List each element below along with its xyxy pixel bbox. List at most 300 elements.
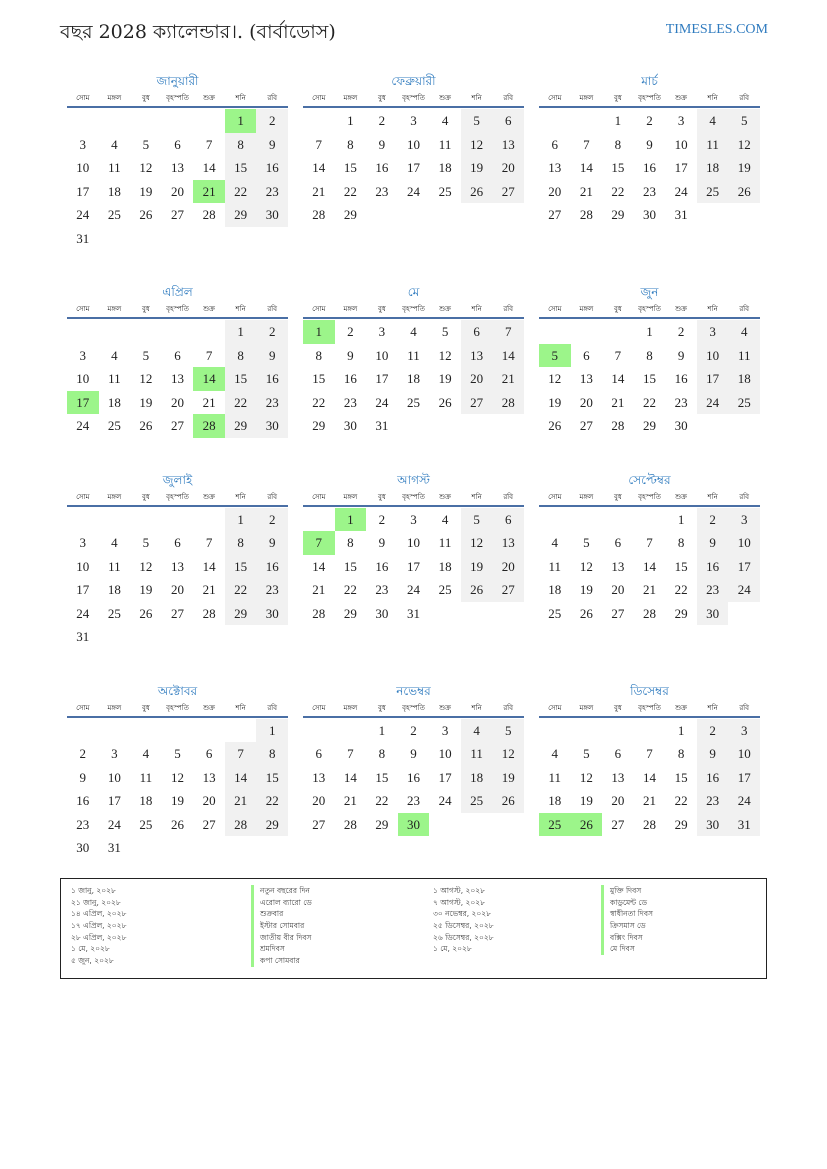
day-cell[interactable]: 24: [76, 605, 90, 621]
day-cell[interactable]: 24: [76, 207, 90, 222]
day-cell[interactable]: 31: [107, 840, 121, 855]
day-cell[interactable]: 7: [205, 347, 213, 363]
day-cell[interactable]: 2: [646, 113, 653, 128]
day-cell[interactable]: 7: [646, 535, 653, 550]
holiday-day-cell[interactable]: 1: [225, 109, 257, 133]
day-cell[interactable]: 29: [642, 418, 656, 433]
day-cell[interactable]: 15: [375, 769, 389, 785]
day-cell[interactable]: 10: [697, 344, 729, 368]
day-cell[interactable]: 22: [611, 183, 625, 199]
day-cell[interactable]: 10: [406, 136, 420, 152]
day-cell[interactable]: 10: [76, 371, 90, 386]
day-cell[interactable]: 14: [312, 558, 326, 574]
day-cell[interactable]: 8: [225, 344, 257, 368]
day-cell[interactable]: 17: [406, 160, 420, 175]
day-cell[interactable]: 15: [225, 367, 257, 391]
day-cell[interactable]: 17: [406, 558, 420, 574]
day-cell[interactable]: 8: [378, 746, 386, 761]
day-cell[interactable]: 31: [674, 207, 688, 222]
day-cell[interactable]: 1: [677, 722, 685, 738]
day-cell[interactable]: 6: [174, 535, 181, 550]
day-cell[interactable]: 2: [378, 113, 386, 128]
day-cell[interactable]: 20: [170, 582, 184, 597]
day-cell[interactable]: 19: [492, 766, 524, 790]
day-cell[interactable]: 20: [492, 156, 524, 180]
day-cell[interactable]: 16: [343, 371, 357, 386]
day-cell[interactable]: 9: [256, 344, 288, 368]
day-cell[interactable]: 2: [256, 508, 288, 532]
day-cell[interactable]: 3: [378, 324, 386, 339]
day-cell[interactable]: 26: [579, 605, 593, 621]
day-cell[interactable]: 20: [202, 793, 216, 808]
day-cell[interactable]: 3: [677, 113, 685, 128]
day-cell[interactable]: 19: [139, 183, 153, 199]
day-cell[interactable]: 14: [492, 344, 524, 368]
day-cell[interactable]: 13: [492, 531, 524, 555]
day-cell[interactable]: 24: [375, 394, 389, 410]
day-cell[interactable]: 12: [492, 742, 524, 766]
day-cell[interactable]: 8: [256, 742, 288, 766]
holiday-day-cell[interactable]: 5: [539, 344, 571, 368]
day-cell[interactable]: 3: [79, 535, 87, 550]
day-cell[interactable]: 3: [410, 113, 417, 128]
day-cell[interactable]: 5: [441, 324, 449, 339]
day-cell[interactable]: 16: [375, 558, 389, 574]
day-cell[interactable]: 9: [410, 746, 417, 761]
day-cell[interactable]: 24: [728, 578, 760, 602]
day-cell[interactable]: 14: [202, 558, 216, 574]
day-cell[interactable]: 15: [611, 160, 625, 175]
day-cell[interactable]: 18: [728, 367, 760, 391]
day-cell[interactable]: 30: [256, 414, 288, 438]
day-cell[interactable]: 4: [111, 347, 118, 363]
day-cell[interactable]: 6: [614, 535, 622, 550]
day-cell[interactable]: 29: [343, 207, 357, 222]
day-cell[interactable]: 8: [225, 133, 257, 157]
day-cell[interactable]: 23: [375, 582, 389, 597]
day-cell[interactable]: 21: [611, 394, 625, 410]
day-cell[interactable]: 9: [677, 347, 685, 363]
day-cell[interactable]: 28: [225, 813, 257, 837]
day-cell[interactable]: 24: [406, 183, 420, 199]
day-cell[interactable]: 13: [611, 769, 625, 785]
day-cell[interactable]: 27: [312, 816, 326, 832]
day-cell[interactable]: 14: [202, 160, 216, 175]
day-cell[interactable]: 7: [646, 746, 653, 761]
day-cell[interactable]: 11: [108, 371, 121, 386]
day-cell[interactable]: 16: [697, 555, 729, 579]
day-cell[interactable]: 26: [438, 394, 452, 410]
day-cell[interactable]: 28: [579, 207, 593, 222]
day-cell[interactable]: 15: [674, 558, 688, 574]
day-cell[interactable]: 22: [312, 394, 326, 410]
day-cell[interactable]: 18: [438, 558, 452, 574]
day-cell[interactable]: 9: [697, 742, 729, 766]
day-cell[interactable]: 4: [441, 511, 449, 527]
day-cell[interactable]: 4: [697, 109, 729, 133]
day-cell[interactable]: 24: [728, 789, 760, 813]
day-cell[interactable]: 13: [461, 344, 493, 368]
day-cell[interactable]: 25: [548, 605, 562, 621]
day-cell[interactable]: 4: [461, 719, 493, 743]
day-cell[interactable]: 31: [76, 629, 90, 644]
day-cell[interactable]: 2: [256, 320, 288, 344]
day-cell[interactable]: 6: [583, 347, 590, 363]
day-cell[interactable]: 12: [548, 371, 562, 386]
day-cell[interactable]: 26: [139, 605, 153, 621]
day-cell[interactable]: 9: [347, 347, 354, 363]
day-cell[interactable]: 15: [225, 156, 257, 180]
day-cell[interactable]: 9: [378, 535, 386, 550]
day-cell[interactable]: 22: [225, 391, 257, 415]
day-cell[interactable]: 3: [79, 347, 87, 363]
day-cell[interactable]: 31: [375, 418, 389, 433]
day-cell[interactable]: 2: [697, 508, 729, 532]
day-cell[interactable]: 3: [728, 508, 760, 532]
day-cell[interactable]: 5: [461, 508, 493, 532]
day-cell[interactable]: 3: [111, 746, 118, 761]
day-cell[interactable]: 23: [256, 578, 288, 602]
day-cell[interactable]: 17: [107, 793, 121, 808]
day-cell[interactable]: 4: [410, 324, 417, 339]
day-cell[interactable]: 5: [728, 109, 760, 133]
day-cell[interactable]: 16: [642, 160, 656, 175]
holiday-day-cell[interactable]: 25: [539, 813, 571, 837]
day-cell[interactable]: 22: [225, 578, 257, 602]
day-cell[interactable]: 4: [111, 136, 118, 152]
day-cell[interactable]: 22: [642, 394, 656, 410]
day-cell[interactable]: 6: [461, 320, 493, 344]
day-cell[interactable]: 22: [343, 183, 357, 199]
day-cell[interactable]: 28: [312, 605, 326, 621]
day-cell[interactable]: 1: [614, 113, 622, 128]
day-cell[interactable]: 7: [315, 136, 323, 152]
day-cell[interactable]: 8: [646, 347, 653, 363]
day-cell[interactable]: 18: [548, 582, 562, 597]
day-cell[interactable]: 21: [343, 793, 357, 808]
day-cell[interactable]: 30: [256, 602, 288, 626]
day-cell[interactable]: 30: [256, 203, 288, 227]
day-cell[interactable]: 18: [461, 766, 493, 790]
day-cell[interactable]: 13: [312, 769, 326, 785]
holiday-day-cell[interactable]: 28: [193, 414, 225, 438]
day-cell[interactable]: 26: [548, 418, 562, 433]
day-cell[interactable]: 10: [76, 558, 90, 574]
day-cell[interactable]: 25: [697, 180, 729, 204]
day-cell[interactable]: 19: [461, 555, 493, 579]
day-cell[interactable]: 20: [170, 183, 184, 199]
day-cell[interactable]: 18: [107, 394, 121, 410]
day-cell[interactable]: 13: [170, 371, 184, 386]
day-cell[interactable]: 11: [697, 133, 729, 157]
day-cell[interactable]: 21: [579, 183, 593, 199]
day-cell[interactable]: 9: [256, 133, 288, 157]
day-cell[interactable]: 23: [375, 183, 389, 199]
day-cell[interactable]: 29: [312, 418, 326, 433]
day-cell[interactable]: 2: [256, 109, 288, 133]
day-cell[interactable]: 8: [677, 746, 685, 761]
day-cell[interactable]: 10: [375, 347, 389, 363]
day-cell[interactable]: 30: [697, 813, 729, 837]
day-cell[interactable]: 10: [76, 160, 90, 175]
day-cell[interactable]: 10: [438, 746, 452, 761]
day-cell[interactable]: 23: [697, 578, 729, 602]
day-cell[interactable]: 15: [642, 371, 656, 386]
day-cell[interactable]: 14: [642, 769, 656, 785]
day-cell[interactable]: 7: [347, 746, 354, 761]
day-cell[interactable]: 30: [343, 418, 357, 433]
day-cell[interactable]: 2: [378, 511, 386, 527]
day-cell[interactable]: 16: [674, 371, 688, 386]
day-cell[interactable]: 27: [170, 605, 184, 621]
day-cell[interactable]: 12: [579, 558, 593, 574]
day-cell[interactable]: 1: [347, 113, 354, 128]
day-cell[interactable]: 17: [76, 582, 90, 597]
day-cell[interactable]: 17: [728, 766, 760, 790]
day-cell[interactable]: 14: [642, 558, 656, 574]
day-cell[interactable]: 12: [461, 133, 493, 157]
day-cell[interactable]: 9: [79, 769, 87, 785]
day-cell[interactable]: 14: [579, 160, 593, 175]
day-cell[interactable]: 11: [139, 769, 153, 785]
day-cell[interactable]: 7: [205, 136, 213, 152]
day-cell[interactable]: 12: [139, 371, 153, 386]
day-cell[interactable]: 9: [256, 531, 288, 555]
day-cell[interactable]: 7: [492, 320, 524, 344]
day-cell[interactable]: 30: [76, 840, 90, 855]
day-cell[interactable]: 19: [728, 156, 760, 180]
day-cell[interactable]: 23: [642, 183, 656, 199]
day-cell[interactable]: 20: [611, 793, 625, 808]
day-cell[interactable]: 12: [438, 347, 452, 363]
day-cell[interactable]: 24: [674, 183, 688, 199]
day-cell[interactable]: 2: [677, 324, 685, 339]
day-cell[interactable]: 29: [225, 203, 257, 227]
day-cell[interactable]: 16: [406, 769, 420, 785]
day-cell[interactable]: 15: [312, 371, 326, 386]
day-cell[interactable]: 20: [461, 367, 493, 391]
day-cell[interactable]: 9: [697, 531, 729, 555]
day-cell[interactable]: 4: [551, 535, 559, 550]
day-cell[interactable]: 29: [225, 414, 257, 438]
day-cell[interactable]: 17: [375, 371, 389, 386]
day-cell[interactable]: 13: [548, 160, 562, 175]
day-cell[interactable]: 23: [256, 180, 288, 204]
day-cell[interactable]: 15: [343, 558, 357, 574]
day-cell[interactable]: 21: [642, 793, 656, 808]
day-cell[interactable]: 6: [205, 746, 213, 761]
day-cell[interactable]: 4: [111, 535, 118, 550]
day-cell[interactable]: 3: [79, 136, 87, 152]
day-cell[interactable]: 8: [347, 535, 354, 550]
day-cell[interactable]: 19: [461, 156, 493, 180]
holiday-day-cell[interactable]: 14: [193, 367, 225, 391]
day-cell[interactable]: 27: [170, 207, 184, 222]
day-cell[interactable]: 10: [728, 742, 760, 766]
day-cell[interactable]: 5: [492, 719, 524, 743]
day-cell[interactable]: 27: [461, 391, 493, 415]
day-cell[interactable]: 5: [142, 347, 150, 363]
day-cell[interactable]: 23: [343, 394, 357, 410]
day-cell[interactable]: 27: [548, 207, 562, 222]
day-cell[interactable]: 18: [406, 371, 420, 386]
day-cell[interactable]: 28: [642, 605, 656, 621]
day-cell[interactable]: 18: [438, 160, 452, 175]
day-cell[interactable]: 7: [614, 347, 622, 363]
day-cell[interactable]: 14: [343, 769, 357, 785]
day-cell[interactable]: 24: [107, 816, 121, 832]
holiday-day-cell[interactable]: 1: [335, 508, 367, 532]
day-cell[interactable]: 13: [170, 558, 184, 574]
day-cell[interactable]: 11: [548, 558, 562, 574]
day-cell[interactable]: 20: [170, 394, 184, 410]
day-cell[interactable]: 21: [202, 394, 216, 410]
day-cell[interactable]: 21: [492, 367, 524, 391]
day-cell[interactable]: 14: [225, 766, 257, 790]
day-cell[interactable]: 19: [579, 582, 593, 597]
day-cell[interactable]: 19: [438, 371, 452, 386]
day-cell[interactable]: 8: [677, 535, 685, 550]
day-cell[interactable]: 16: [375, 160, 389, 175]
day-cell[interactable]: 26: [139, 418, 153, 433]
day-cell[interactable]: 20: [579, 394, 593, 410]
day-cell[interactable]: 27: [611, 605, 625, 621]
day-cell[interactable]: 6: [492, 109, 524, 133]
day-cell[interactable]: 13: [579, 371, 593, 386]
day-cell[interactable]: 3: [697, 320, 729, 344]
day-cell[interactable]: 18: [697, 156, 729, 180]
day-cell[interactable]: 5: [142, 136, 150, 152]
day-cell[interactable]: 29: [375, 816, 389, 832]
day-cell[interactable]: 21: [225, 789, 257, 813]
day-cell[interactable]: 11: [108, 558, 121, 574]
day-cell[interactable]: 25: [107, 605, 121, 621]
day-cell[interactable]: 19: [170, 793, 184, 808]
day-cell[interactable]: 22: [343, 582, 357, 597]
day-cell[interactable]: 30: [697, 602, 729, 626]
day-cell[interactable]: 18: [107, 582, 121, 597]
day-cell[interactable]: 25: [107, 207, 121, 222]
day-cell[interactable]: 21: [312, 582, 326, 597]
day-cell[interactable]: 11: [461, 742, 493, 766]
day-cell[interactable]: 25: [406, 394, 420, 410]
day-cell[interactable]: 14: [611, 371, 625, 386]
day-cell[interactable]: 6: [174, 136, 181, 152]
day-cell[interactable]: 21: [202, 582, 216, 597]
day-cell[interactable]: 20: [492, 555, 524, 579]
day-cell[interactable]: 25: [107, 418, 121, 433]
day-cell[interactable]: 14: [312, 160, 326, 175]
day-cell[interactable]: 29: [674, 605, 688, 621]
day-cell[interactable]: 23: [76, 816, 90, 832]
day-cell[interactable]: 4: [441, 113, 449, 128]
day-cell[interactable]: 12: [579, 769, 593, 785]
day-cell[interactable]: 11: [407, 347, 420, 363]
day-cell[interactable]: 12: [139, 160, 153, 175]
day-cell[interactable]: 10: [107, 769, 121, 785]
day-cell[interactable]: 22: [375, 793, 389, 808]
day-cell[interactable]: 10: [674, 136, 688, 152]
day-cell[interactable]: 15: [225, 555, 257, 579]
day-cell[interactable]: 3: [410, 511, 417, 527]
day-cell[interactable]: 27: [492, 180, 524, 204]
day-cell[interactable]: 10: [728, 531, 760, 555]
day-cell[interactable]: 1: [646, 324, 653, 339]
day-cell[interactable]: 20: [312, 793, 326, 808]
day-cell[interactable]: 28: [492, 391, 524, 415]
day-cell[interactable]: 23: [674, 394, 688, 410]
day-cell[interactable]: 12: [461, 531, 493, 555]
day-cell[interactable]: 29: [674, 816, 688, 832]
day-cell[interactable]: 16: [697, 766, 729, 790]
day-cell[interactable]: 23: [697, 789, 729, 813]
day-cell[interactable]: 17: [674, 160, 688, 175]
day-cell[interactable]: 11: [438, 535, 452, 550]
day-cell[interactable]: 28: [642, 816, 656, 832]
day-cell[interactable]: 22: [256, 789, 288, 813]
day-cell[interactable]: 4: [551, 746, 559, 761]
day-cell[interactable]: 31: [728, 813, 760, 837]
day-cell[interactable]: 1: [225, 320, 257, 344]
day-cell[interactable]: 6: [492, 508, 524, 532]
day-cell[interactable]: 27: [611, 816, 625, 832]
day-cell[interactable]: 3: [441, 722, 449, 738]
day-cell[interactable]: 1: [378, 722, 386, 738]
day-cell[interactable]: 7: [205, 535, 213, 550]
holiday-day-cell[interactable]: 30: [398, 813, 430, 837]
day-cell[interactable]: 28: [611, 418, 625, 433]
day-cell[interactable]: 5: [583, 746, 590, 761]
day-cell[interactable]: 31: [76, 230, 90, 246]
day-cell[interactable]: 30: [642, 207, 656, 222]
day-cell[interactable]: 18: [548, 793, 562, 808]
day-cell[interactable]: 16: [256, 555, 288, 579]
day-cell[interactable]: 13: [492, 133, 524, 157]
day-cell[interactable]: 5: [461, 109, 493, 133]
holiday-day-cell[interactable]: 26: [571, 813, 603, 837]
holiday-day-cell[interactable]: 17: [67, 391, 99, 415]
day-cell[interactable]: 12: [139, 558, 153, 574]
day-cell[interactable]: 7: [225, 742, 257, 766]
day-cell[interactable]: 11: [438, 136, 452, 152]
day-cell[interactable]: 6: [614, 746, 622, 761]
day-cell[interactable]: 6: [315, 746, 323, 761]
day-cell[interactable]: 15: [343, 160, 357, 175]
day-cell[interactable]: 15: [674, 769, 688, 785]
day-cell[interactable]: 24: [406, 582, 420, 597]
day-cell[interactable]: 28: [343, 816, 357, 832]
day-cell[interactable]: 27: [202, 816, 216, 832]
day-cell[interactable]: 10: [406, 535, 420, 550]
day-cell[interactable]: 15: [256, 766, 288, 790]
day-cell[interactable]: 16: [256, 156, 288, 180]
day-cell[interactable]: 19: [139, 394, 153, 410]
day-cell[interactable]: 24: [438, 793, 452, 808]
holiday-day-cell[interactable]: 21: [193, 180, 225, 204]
day-cell[interactable]: 11: [548, 769, 562, 785]
day-cell[interactable]: 27: [579, 418, 593, 433]
day-cell[interactable]: 12: [170, 769, 184, 785]
day-cell[interactable]: 5: [583, 535, 590, 550]
day-cell[interactable]: 17: [728, 555, 760, 579]
day-cell[interactable]: 1: [256, 719, 288, 743]
day-cell[interactable]: 31: [406, 605, 420, 621]
day-cell[interactable]: 29: [611, 207, 625, 222]
day-cell[interactable]: 16: [76, 793, 90, 808]
day-cell[interactable]: 26: [728, 180, 760, 204]
site-link[interactable]: TIMESLES.COM: [665, 22, 768, 37]
day-cell[interactable]: 3: [728, 719, 760, 743]
